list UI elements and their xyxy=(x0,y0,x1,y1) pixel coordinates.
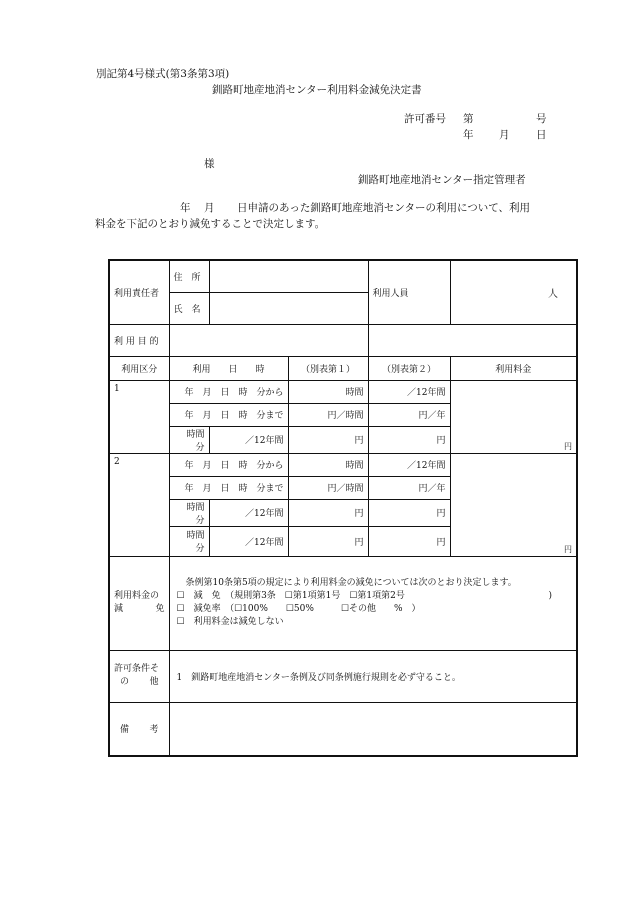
yen-cell[interactable]: 円 xyxy=(368,526,450,556)
datetime-to[interactable]: 年 月 日 時 分まで xyxy=(169,476,288,499)
reduction-option-none[interactable]: ☐ 利用料金は減免しない xyxy=(176,617,284,627)
reduction-label-gen: 減 xyxy=(114,604,124,614)
hour-min-cell[interactable]: 時間 分 xyxy=(169,499,209,526)
conditions-label-no: の xyxy=(120,677,130,687)
conditions-label-line1: 許可条件そ xyxy=(114,664,160,674)
group-number: 2 xyxy=(109,453,169,556)
yen-per-hour-cell[interactable]: 円／時間 xyxy=(288,403,368,426)
purpose-field[interactable] xyxy=(169,324,368,356)
name-field[interactable] xyxy=(209,292,368,324)
reduction-decision-cell xyxy=(169,556,577,650)
hour-min-cell[interactable]: 時間 分 xyxy=(169,526,209,556)
body-year: 年 xyxy=(180,202,191,214)
per12-sub-cell[interactable]: ／12年間 xyxy=(209,426,288,453)
body-text-line1: 日申請のあった釧路町地産地消センターの利用について、利用 xyxy=(237,202,531,214)
reduction-option-rate[interactable]: ☐ 減免率 （☐100% ☐50% ☐その他 % ） xyxy=(176,604,421,614)
datetime-to[interactable]: 年 月 日 時 分まで xyxy=(169,403,288,426)
remarks-field[interactable] xyxy=(169,702,577,756)
permit-number-label: 許可番号 xyxy=(404,113,446,125)
yen-per-year-cell[interactable]: 円／年 xyxy=(368,403,450,426)
per12-cell[interactable]: ／12年間 xyxy=(368,453,450,476)
address-field[interactable] xyxy=(209,260,368,292)
fee-cell[interactable] xyxy=(450,453,577,556)
yen-cell[interactable]: 円 xyxy=(368,499,450,526)
users-unit: 人 xyxy=(548,288,558,300)
header-table2: （別表第２） xyxy=(368,356,450,380)
conditions-text: 1 釧路町地産地消センター条例及び同条例施行規則を必ず守ること。 xyxy=(169,650,577,702)
reduction-intro: 条例第10条第5項の規定により利用料金の減免については次のとおり決定します。 xyxy=(185,578,517,588)
address-label: 住 所 xyxy=(169,260,209,292)
hours-cell[interactable]: 時間 xyxy=(288,380,368,403)
reduction-option-close-paren: ) xyxy=(548,591,552,601)
header-table1: （別表第１） xyxy=(288,356,368,380)
yen-cell[interactable]: 円 xyxy=(288,499,368,526)
per12-sub-cell[interactable]: ／12年間 xyxy=(209,526,288,556)
group-number: 1 xyxy=(109,380,169,453)
date-day: 日 xyxy=(536,129,547,141)
per12-sub-cell[interactable]: ／12年間 xyxy=(209,499,288,526)
remarks-label-bi: 備 xyxy=(120,725,130,736)
fee-cell[interactable] xyxy=(450,380,577,453)
yen-per-year-cell[interactable]: 円／年 xyxy=(368,476,450,499)
addressee-sama: 様 xyxy=(204,158,215,170)
reduction-label-line1: 利用料金の xyxy=(114,591,160,601)
users-label: 利用人員 xyxy=(368,260,450,324)
header-fee: 利用料金 xyxy=(450,356,577,380)
reduction-option-reduce[interactable]: ☐ 減 免 （規則第3条 ☐第1項第1号 ☐第1項第2号 xyxy=(176,591,405,601)
conditions-label-ta: 他 xyxy=(149,677,159,687)
date-month: 月 xyxy=(499,129,510,141)
yen-cell[interactable]: 円 xyxy=(368,426,450,453)
yen-cell[interactable]: 円 xyxy=(288,526,368,556)
header-category: 利用区分 xyxy=(109,356,169,380)
header-datetime: 利用 日 時 xyxy=(169,356,288,380)
name-label: 氏 名 xyxy=(169,292,209,324)
hour-min-cell[interactable]: 時間 分 xyxy=(169,426,209,453)
conditions-label xyxy=(109,650,169,702)
permit-number-dai: 第 xyxy=(463,113,474,125)
remarks-label xyxy=(109,702,169,756)
fee-yen: 円 xyxy=(564,544,572,554)
datetime-from[interactable]: 年 月 日 時 分から xyxy=(169,380,288,403)
document-title: 釧路町地産地消センター利用料金減免決定書 xyxy=(212,84,422,96)
form-number: 別記第4号様式(第3条第3項) xyxy=(96,68,230,80)
body-month: 月 xyxy=(204,202,215,214)
date-year: 年 xyxy=(463,129,474,141)
yen-cell[interactable]: 円 xyxy=(288,426,368,453)
remarks-label-kou: 考 xyxy=(149,725,159,736)
hours-cell[interactable]: 時間 xyxy=(288,453,368,476)
issuer: 釧路町地産地消センター指定管理者 xyxy=(358,174,526,186)
body-text-line2: 料金を下記のとおり減免することで決定します。 xyxy=(95,218,326,230)
responsible-label: 利用責任者 xyxy=(109,260,169,324)
reduction-label xyxy=(109,556,169,650)
purpose-label: 利 用 目 的 xyxy=(109,324,169,356)
per12-cell[interactable]: ／12年間 xyxy=(368,380,450,403)
purpose-field-right[interactable] xyxy=(368,324,577,356)
permit-number-go: 号 xyxy=(536,113,547,125)
fee-reduction-form-table xyxy=(108,259,578,757)
yen-per-hour-cell[interactable]: 円／時間 xyxy=(288,476,368,499)
reduction-label-men: 免 xyxy=(155,604,165,614)
fee-yen: 円 xyxy=(564,441,572,451)
users-field[interactable] xyxy=(450,260,577,324)
datetime-from[interactable]: 年 月 日 時 分から xyxy=(169,453,288,476)
